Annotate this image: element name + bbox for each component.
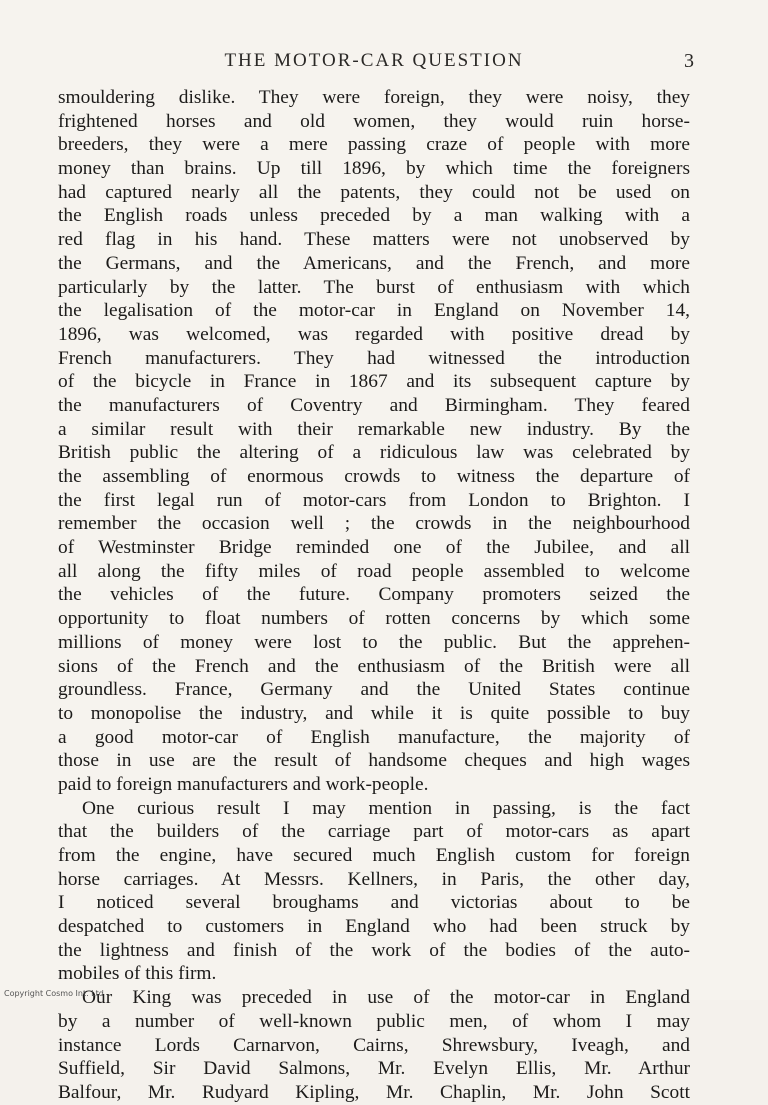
text-line: mobiles of this firm. xyxy=(58,963,217,985)
text-line: horse carriages. At Messrs. Kellners, in Paris, the other day, xyxy=(58,868,690,890)
text-line: frightened horses and old women, they would ruin horse- xyxy=(58,110,690,132)
text-line: the vehicles of the future. Company promoters seized the xyxy=(58,584,690,606)
text-line: opportunity to float numbers of rotten concerns by which some xyxy=(58,608,690,630)
text-line: French manufacturers. They had witnessed the introduction xyxy=(58,347,690,369)
text-line: the Germans, and the Americans, and the French, and more xyxy=(58,252,690,274)
text-line: British public the altering of a ridiculous law was celebrated by xyxy=(58,442,690,464)
text-line: red flag in his hand. These matters were not unobserved by xyxy=(58,229,690,251)
text-line: the English roads unless preceded by a man walking with a xyxy=(58,205,690,227)
text-line: the legalisation of the motor-car in England on November 14, xyxy=(58,300,690,322)
text-line: by a number of well-known public men, of whom I may xyxy=(58,1010,690,1032)
text-line: particularly by the latter. The burst of enthusiasm with which xyxy=(58,276,690,298)
text-line: I noticed several broughams and victorias about to be xyxy=(58,892,690,914)
text-line: from the engine, have secured much English custom for foreign xyxy=(58,845,690,866)
page-header xyxy=(58,50,694,76)
text-line: millions of money were lost to the public. But the apprehen- xyxy=(58,631,690,653)
text-line: instance Lords Carnarvon, Cairns, Shrewsbury, Iveagh, and xyxy=(58,1034,690,1056)
text-line: despatched to customers in England who had been struck by xyxy=(58,916,690,938)
text-line: a good motor-car of English manufacture, the majority of xyxy=(58,726,690,748)
text-line: 1896, was welcomed, was regarded with positive dread by xyxy=(58,323,690,345)
text-line: groundless. France, Germany and the United States continue xyxy=(58,679,690,701)
text-line: the manufacturers of Coventry and Birmingham. They feared xyxy=(58,394,690,416)
page-number: 3 xyxy=(684,50,694,72)
running-title: THE MOTOR-CAR QUESTION xyxy=(224,50,524,71)
copyright-notice: Copyright Cosmo Int. Ltd xyxy=(4,989,104,998)
text-line: Suffield, Sir David Salmons, Mr. Evelyn Ellis, Mr. Arthur xyxy=(58,1058,690,1080)
text-line: the first legal run of motor-cars from London to Brighton. I xyxy=(58,489,690,511)
text-line: breeders, they were a mere passing craze of people with more xyxy=(58,134,690,156)
text-line: money than brains. Up till 1896, by which time the foreigners xyxy=(58,158,690,180)
text-line: the lightness and finish of the work of the bodies of the auto- xyxy=(58,939,690,961)
text-line: Our King was preceded in use of the motor-car in England xyxy=(82,987,690,1009)
text-line: of Westminster Bridge reminded one of the Jubilee, and all xyxy=(58,537,690,559)
body-text xyxy=(58,86,690,1105)
text-line: those in use are the result of handsome cheques and high wages xyxy=(58,750,690,772)
text-line: the assembling of enormous crowds to witness the departure of xyxy=(58,466,690,487)
text-line: One curious result I may mention in passing, is the fact xyxy=(82,797,690,819)
text-line: a similar result with their remarkable new industry. By the xyxy=(58,418,690,440)
text-line: that the builders of the carriage part of motor-cars as apart xyxy=(58,821,690,843)
text-line: paid to foreign manufacturers and work-people. xyxy=(58,773,429,795)
text-line: had captured nearly all the patents, they could not be used on xyxy=(58,181,690,203)
text-line: all along the fifty miles of road people assembled to welcome xyxy=(58,560,690,582)
text-line: smouldering dislike. They were foreign, they were noisy, they xyxy=(58,87,690,108)
text-line: to monopolise the industry, and while it is quite possible to buy xyxy=(58,702,690,724)
text-line: sions of the French and the enthusiasm of the British were all xyxy=(58,655,690,677)
text-line: Balfour, Mr. Rudyard Kipling, Mr. Chaplin, Mr. John Scott xyxy=(58,1081,690,1103)
text-line: remember the occasion well ; the crowds in the neighbourhood xyxy=(58,513,690,535)
text-line: of the bicycle in France in 1867 and its subsequent capture by xyxy=(58,371,690,393)
